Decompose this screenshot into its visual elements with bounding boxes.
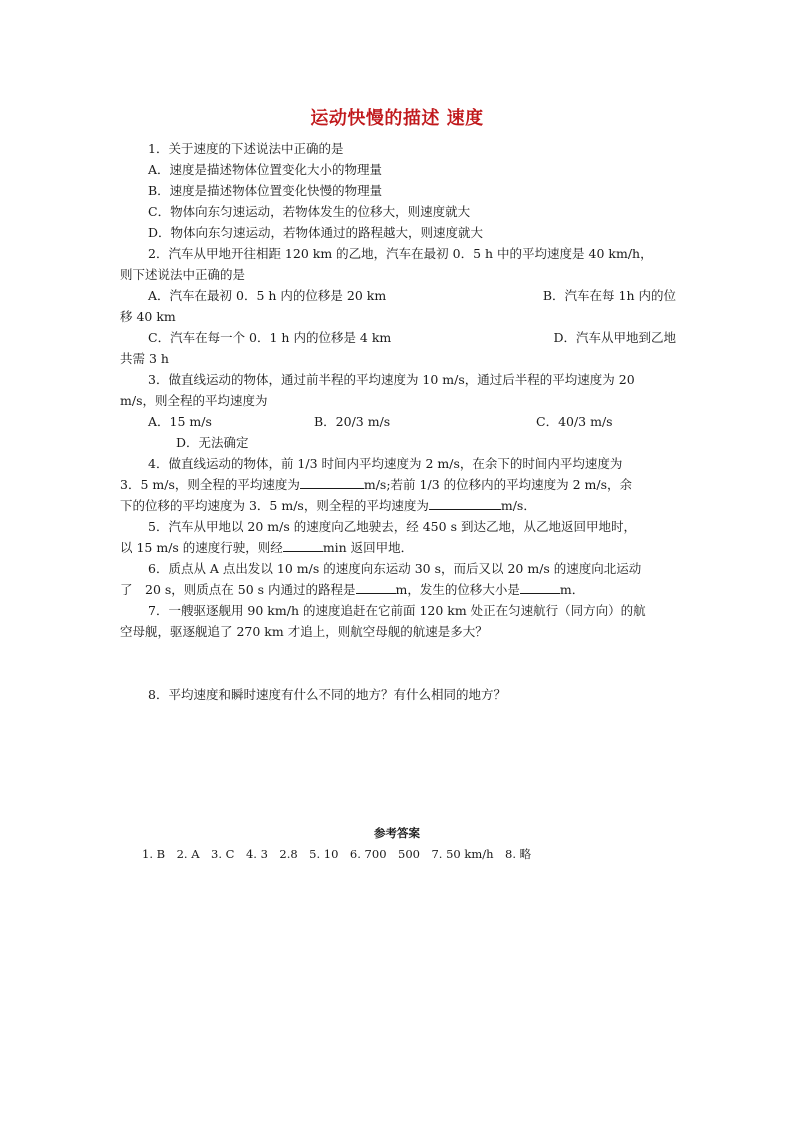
q1-option-c: C．物体向东匀速运动，若物体发生的位移大，则速度就大: [148, 204, 471, 219]
q4-line2: [120, 474, 676, 495]
q4-line3: [120, 495, 676, 516]
q3-stem-line1: 3．做直线运动的物体，通过前半程的平均速度为 10 m/s，通过后半程的平均速度为 20: [148, 372, 635, 387]
q1-option-b: B．速度是描述物体位置变化快慢的物理量: [148, 183, 383, 198]
q1-stem: 1．关于速度的下述说法中正确的是: [148, 141, 344, 156]
q3-option-d: D．无法确定: [176, 435, 249, 450]
q5-line2-text-b: min 返回甲地．: [322, 540, 414, 555]
q4-line2-text-b: m/s;若前 1/3 的位移内的平均速度为 2 m/s，余: [363, 477, 632, 492]
q6-line2-text-c: m．: [559, 582, 585, 597]
answer-key: 1. B 2. A 3. C 4. 3 2.8 5. 10 6. 700 500 7. 50 km/h 8. 略: [142, 847, 532, 861]
q4-line2-text-a: 3．5 m/s，则全程的平均速度为: [120, 477, 300, 492]
q6-blank-1: [356, 579, 396, 594]
q8-line1: 8．平均速度和瞬时速度有什么不同的地方？有什么相同的地方？: [148, 687, 506, 702]
question-list: [120, 138, 676, 705]
q2-option-a: A．汽车在最初 0．5 h 内的位移是 20 km: [148, 288, 387, 303]
q5-line1: 5．汽车从甲地以 20 m/s 的速度向乙地驶去，经 450 s 到达乙地，从乙地返回甲地时，: [148, 519, 636, 534]
q6-line1: 6．质点从 A 点出发以 10 m/s 的速度向东运动 30 s，而后又以 20 m/s 的速度向北运动: [148, 561, 642, 576]
q4-line1: 4．做直线运动的物体，前 1/3 时间内平均速度为 2 m/s，在余下的时间内平均速度为: [148, 456, 623, 471]
q3-option-a: A．15 m/s: [148, 414, 212, 429]
q2-option-b-part2: 移 40 km: [120, 309, 176, 324]
q4-blank-1: [300, 474, 364, 489]
q2-options-row1: [120, 285, 676, 306]
q3-option-b: B．20/3 m/s: [314, 414, 391, 429]
q2-option-c: C．汽车在每一个 0．1 h 内的位移是 4 km: [148, 330, 392, 345]
q6-line2: [120, 579, 676, 600]
q3-option-c: C．40/3 m/s: [536, 414, 613, 429]
q6-blank-2: [520, 579, 560, 594]
q2-options-row2: [120, 327, 676, 348]
q7-line2: 空母舰，驱逐舰追了 270 km 才追上，则航空母舰的航速是多大？: [120, 624, 488, 639]
q1-option-d: D．物体向东匀速运动，若物体通过的路程越大，则速度就大: [148, 225, 484, 240]
q5-line2-text-a: 以 15 m/s 的速度行驶，则经: [120, 540, 283, 555]
answer-space: [120, 642, 676, 684]
q2-option-d-part1: D．汽车从甲地到乙地: [553, 330, 676, 345]
answer-heading: 参考答案: [374, 826, 420, 840]
q4-line3-text-b: m/s．: [500, 498, 536, 513]
q2-stem-line2: 则下述说法中正确的是: [120, 267, 246, 282]
q3-options-row: [120, 411, 676, 432]
q3-stem-line2: m/s，则全程的平均速度为: [120, 393, 268, 408]
q7-line1: 7．一艘驱逐舰用 90 km/h 的速度追赶在它前面 120 km 处正在匀速航行（同方向）的航: [148, 603, 646, 618]
q4-line3-text-a: 下的位移的平均速度为 3．5 m/s，则全程的平均速度为: [120, 498, 429, 513]
q5-blank: [283, 537, 323, 552]
page-title: 运动快慢的描述 速度: [310, 108, 484, 129]
q6-line2-text-a: 了 20 s，则质点在 50 s 内通过的路程是: [120, 582, 356, 597]
q5-line2: [120, 537, 676, 558]
q2-option-b-part1: B．汽车在每 1h 内的位: [542, 288, 676, 303]
q2-stem-line1: 2．汽车从甲地开往相距 120 km 的乙地，汽车在最初 0．5 h 中的平均速度是 40 km/h，: [148, 246, 653, 261]
q4-blank-2: [429, 495, 501, 510]
q2-option-d-part2: 共需 3 h: [120, 351, 169, 366]
q6-line2-text-b: m，发生的位移大小是: [395, 582, 520, 597]
q1-option-a: A．速度是描述物体位置变化大小的物理量: [148, 162, 383, 177]
